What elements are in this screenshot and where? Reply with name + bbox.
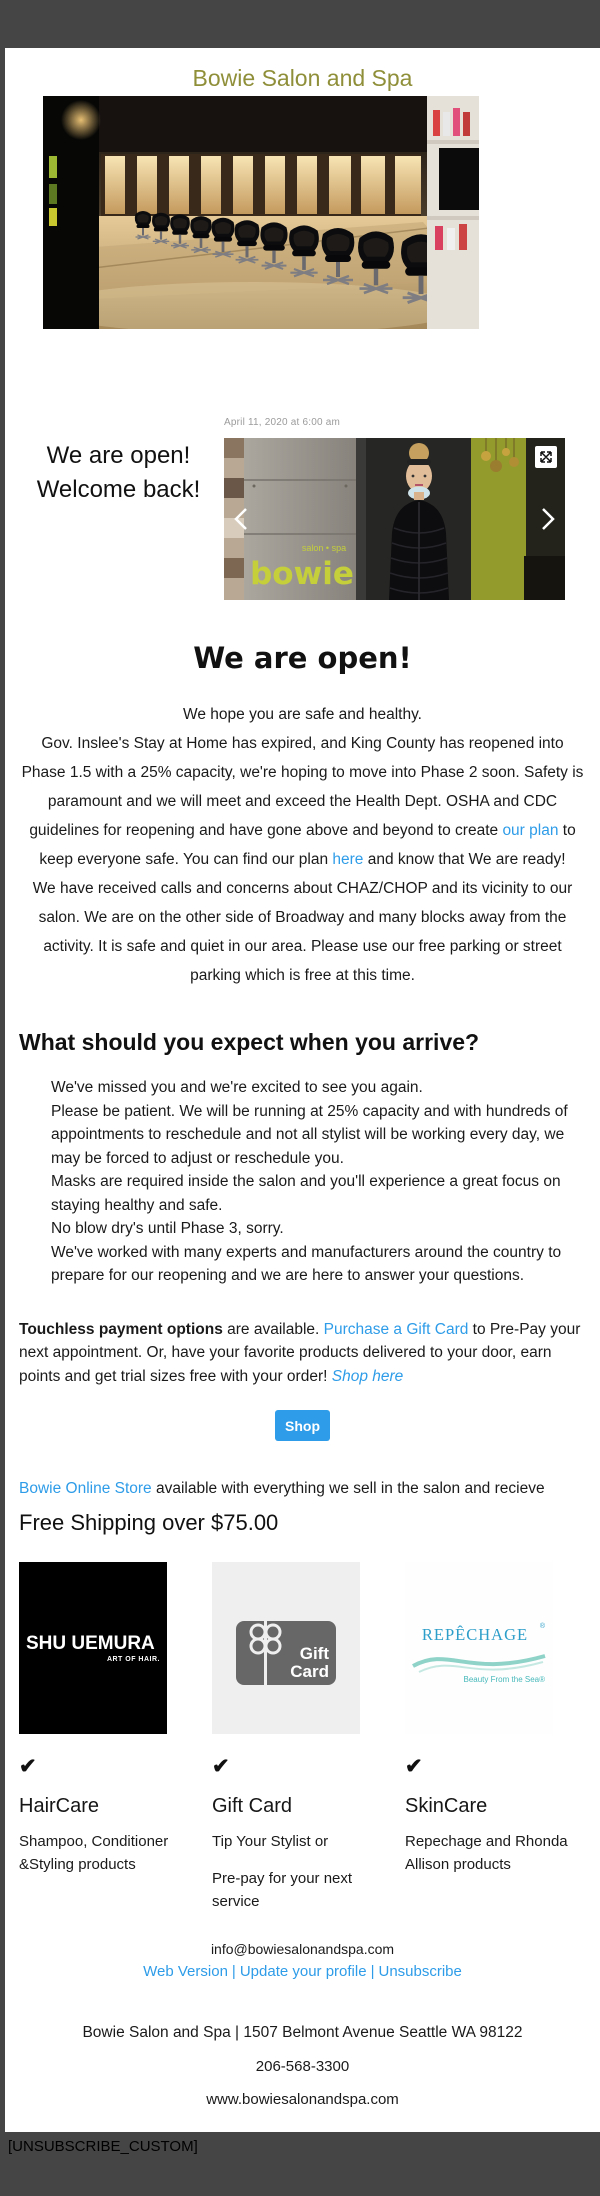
- column-desc: Repechage and Rhonda Allison products: [405, 1833, 568, 1873]
- update-profile-link[interactable]: Update your profile: [239, 1963, 367, 1980]
- carousel-photo[interactable]: [224, 438, 565, 600]
- photo-caption: April 11, 2020 at 6:00 am: [224, 417, 340, 428]
- column-title: HairCare: [19, 1795, 100, 1817]
- separator: |: [231, 1963, 236, 1980]
- column-skincare: [405, 1562, 576, 1913]
- shop-button[interactable]: Shop: [275, 1410, 330, 1441]
- here-link[interactable]: here: [332, 851, 364, 868]
- intro-text-3: and know that We are ready!: [363, 851, 566, 868]
- touchless-bold: Touchless payment options: [19, 1320, 223, 1338]
- repechage-image[interactable]: [405, 1562, 553, 1734]
- column-desc: Pre-pay for your next service: [212, 1870, 353, 1910]
- intro-text-1: Gov. Inslee's Stay at Home has expired, and King County has reopened into Phase 1.5 with a 25% capacity, we're hoping to move into Phase 2 soon. Safety is paramount and we will meet and exceed the Health Dept. OSHA and CDC guidelines for reopening and have gone above and beyond to create: [21, 735, 584, 839]
- email-body: [5, 48, 600, 2132]
- touchless-text-2: to Pre-Pay your next appointment. Or, have your favorite products delivered to your door, earn points and get trial sizes free with your order!: [19, 1320, 581, 1385]
- contact-email: info@bowiesalonandspa.com: [210, 1941, 395, 1957]
- welcome-text: [13, 417, 224, 600]
- store-paragraph: [5, 1477, 600, 1500]
- intro-text-4: We have received calls and concerns about CHAZ/CHOP and its vicinity to our salon. We are on the other side of Broadway and many blocks away from the activity. It is safe and quiet in our area. Please use our free parking or street parking which is free at this time.: [32, 880, 573, 984]
- check-icon: ✔: [405, 1755, 423, 1778]
- web-version-link[interactable]: Web Version: [143, 1963, 228, 1980]
- expect-heading: What should you expect when you arrive?: [19, 1029, 480, 1055]
- intro-paragraph: [5, 700, 600, 990]
- footer-links: [5, 1963, 600, 1980]
- list-item: Masks are required inside the salon and you'll experience a great focus on staying healthy and safe.: [51, 1173, 561, 1214]
- column-haircare: [19, 1562, 190, 1913]
- separator: |: [370, 1963, 375, 1980]
- free-shipping-heading: Free Shipping over $75.00: [19, 1510, 279, 1535]
- repechage-brand-text: REPÊCHAGE: [421, 1625, 529, 1644]
- unsubscribe-placeholder: [UNSUBSCRIBE_CUSTOM]: [8, 2138, 198, 2155]
- bowie-sign-subtext: salon • spa: [301, 543, 347, 553]
- our-plan-link[interactable]: our plan: [502, 822, 559, 839]
- list-item: We've missed you and we're excited to see you again.: [51, 1079, 423, 1096]
- gift-card-label-1: Gift: [299, 1644, 329, 1663]
- intro-line-1: We hope you are safe and healthy.: [183, 706, 422, 723]
- website-url: www.bowiesalonandspa.com: [206, 2091, 399, 2108]
- check-icon: ✔: [19, 1755, 37, 1778]
- online-store-link[interactable]: Bowie Online Store: [19, 1480, 152, 1497]
- list-item: We've worked with many experts and manufacturers around the country to prepare for our reopening and we are here to answer your questions.: [51, 1243, 562, 1284]
- store-text: available with everything we sell in the salon and recieve: [151, 1480, 545, 1497]
- column-title: Gift Card: [212, 1795, 293, 1817]
- column-desc: Shampoo, Conditioner &Styling products: [19, 1833, 169, 1873]
- gift-card-image[interactable]: [212, 1562, 360, 1734]
- bottom-frame: [0, 2132, 600, 2196]
- list-item: No blow dry's until Phase 3, sorry.: [51, 1220, 284, 1237]
- chevron-right-icon: [541, 507, 555, 531]
- shu-uemura-tagline: ART OF HAIR.: [106, 1656, 160, 1663]
- fullscreen-arrows-icon: [539, 450, 553, 464]
- storefront-scene: [224, 438, 565, 600]
- carousel-prev-button[interactable]: [230, 503, 252, 535]
- expand-icon[interactable]: [535, 446, 557, 468]
- column-desc: Tip Your Stylist or: [212, 1833, 329, 1850]
- repechage-logo: [405, 1598, 553, 1698]
- repechage-tagline-text: Beauty From the Sea®: [463, 1675, 545, 1684]
- carousel-next-button[interactable]: [537, 503, 559, 535]
- gift-card-label-2: Card: [290, 1662, 329, 1681]
- phone-number: 206-568-3300: [255, 2058, 350, 2075]
- touchless-paragraph: [5, 1318, 600, 1389]
- gallery-section: [5, 417, 600, 600]
- expect-list: [5, 1076, 600, 1288]
- touchless-text-1: are available.: [222, 1320, 324, 1338]
- page-title: Bowie Salon and Spa: [192, 65, 413, 91]
- window-top-frame: [0, 0, 600, 48]
- intro-text-2: to keep everyone safe. You can find our plan: [39, 822, 576, 868]
- welcome-line-2: Welcome back!: [36, 476, 201, 503]
- list-item: Please be patient. We will be running at 25% capacity and with hundreds of appointments to reschedule and not all stylist will be working every day, we may be forced to adjust or reschedule you.: [51, 1102, 568, 1167]
- main-heading: We are open!: [193, 641, 412, 675]
- salon-interior-scene: [43, 96, 479, 329]
- shu-uemura-image[interactable]: [19, 1562, 167, 1734]
- business-address: Bowie Salon and Spa | 1507 Belmont Avenue Seattle WA 98122: [82, 2024, 523, 2041]
- unsubscribe-link[interactable]: Unsubscribe: [378, 1963, 462, 1980]
- product-columns: [5, 1562, 600, 1913]
- column-title: SkinCare: [405, 1795, 488, 1817]
- gift-card-icon: [226, 1605, 346, 1691]
- check-icon: ✔: [212, 1755, 230, 1778]
- carousel-column: [224, 417, 565, 600]
- bowie-sign-text: bowie: [250, 556, 354, 592]
- shop-here-link[interactable]: Shop here: [331, 1367, 404, 1385]
- shu-uemura-logo: SHU UEMURA: [26, 1633, 155, 1654]
- column-giftcard: [212, 1562, 383, 1913]
- purchase-gift-card-link[interactable]: Purchase a Gift Card: [323, 1320, 469, 1338]
- welcome-line-1: We are open!: [46, 442, 191, 469]
- email-footer: [5, 1941, 600, 2108]
- chevron-left-icon: [234, 507, 248, 531]
- repechage-reg-mark: ®: [539, 1623, 545, 1630]
- salon-interior-photo: [43, 96, 479, 329]
